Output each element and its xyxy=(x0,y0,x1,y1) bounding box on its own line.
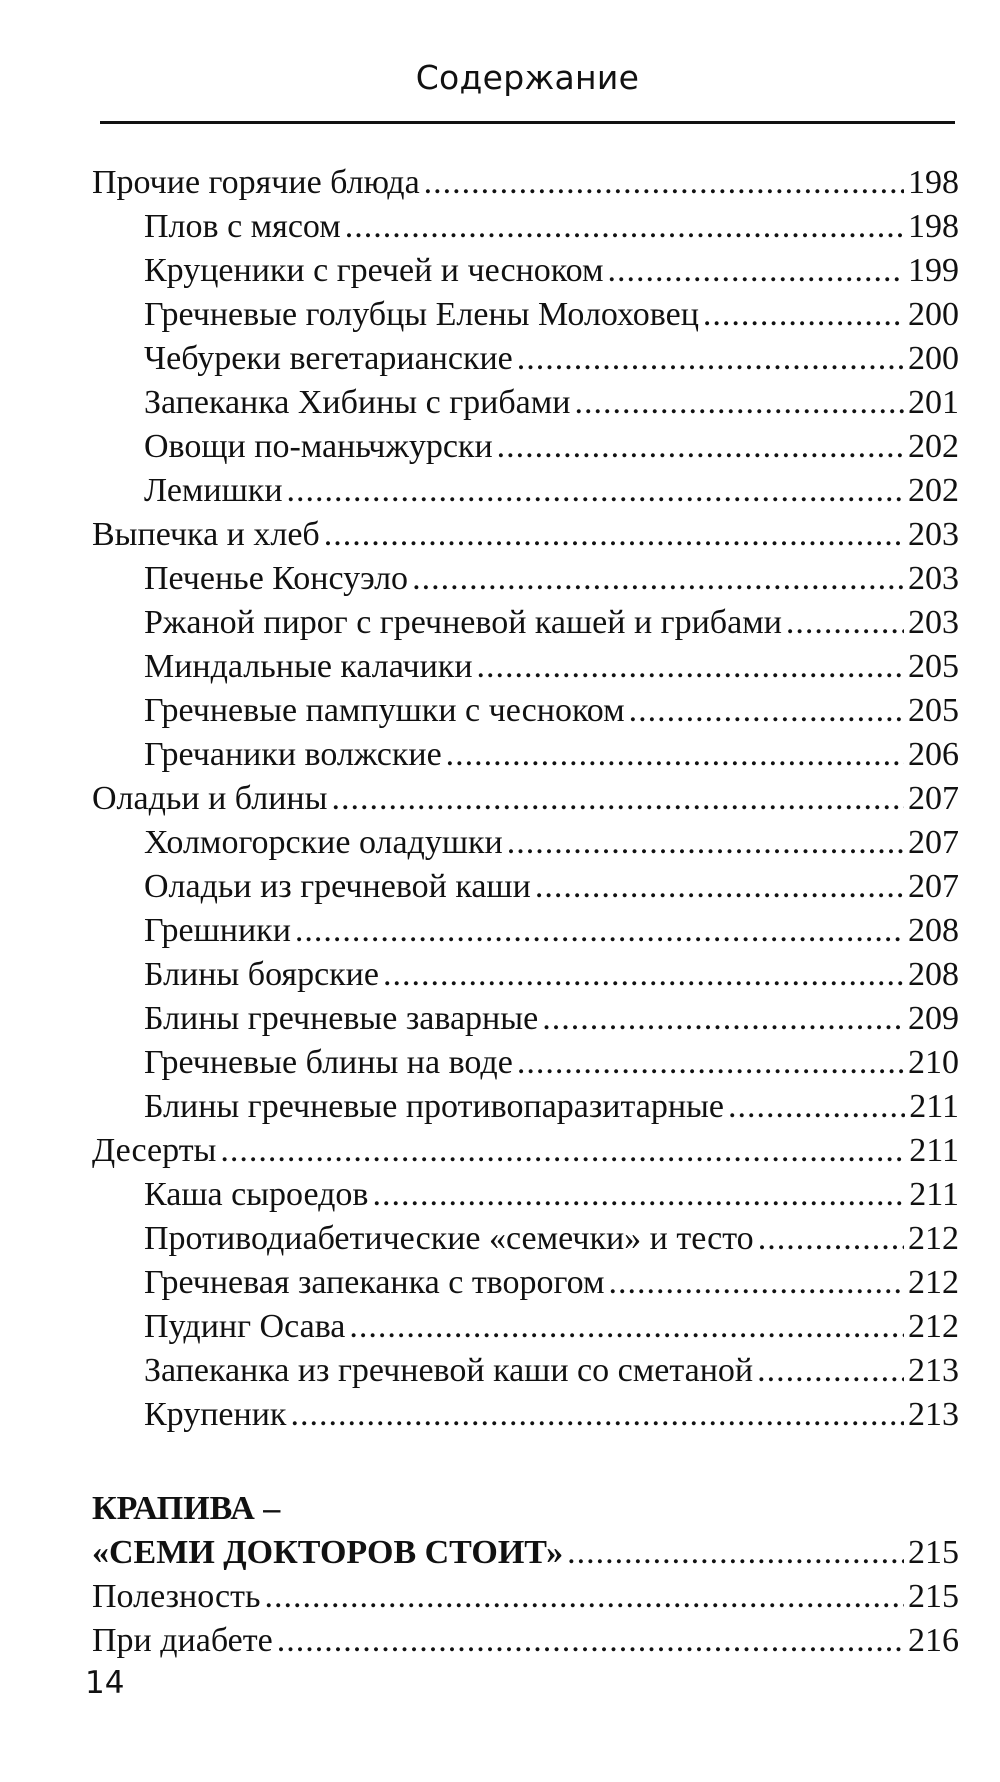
dot-leader xyxy=(517,337,904,381)
toc-entry-title: Лемишки xyxy=(144,472,283,509)
toc-entry-page: 199 xyxy=(908,252,959,289)
toc-entry-title: Миндальные калачики xyxy=(144,648,473,685)
toc-entry-page: 203 xyxy=(908,560,959,597)
chapter-page-number: 215 xyxy=(908,1534,959,1571)
toc-entry-title: Десерты xyxy=(92,1132,217,1169)
dot-leader xyxy=(349,1305,904,1349)
toc-entry-page: 211 xyxy=(909,1088,959,1125)
toc-entry-title: При диабете xyxy=(92,1622,273,1659)
toc-entry-page: 206 xyxy=(908,736,959,773)
toc-entry[interactable] xyxy=(92,425,959,469)
toc-entry[interactable] xyxy=(92,821,959,865)
toc-entry[interactable] xyxy=(92,733,959,777)
toc-entry-page: 205 xyxy=(908,648,959,685)
dot-leader xyxy=(383,953,904,997)
toc-entry-page: 212 xyxy=(908,1308,959,1345)
toc-entry-title: Чебуреки вегетарианские xyxy=(144,340,513,377)
dot-leader xyxy=(728,1085,905,1129)
toc-entry-title: Запеканка из гречневой каши со сметаной xyxy=(144,1352,754,1389)
toc-entry-title: Выпечка и хлеб xyxy=(92,516,320,553)
toc-entry-page: 200 xyxy=(908,340,959,377)
toc-entry[interactable] xyxy=(92,1575,959,1619)
toc-entry-page: 216 xyxy=(908,1622,959,1659)
dot-leader xyxy=(220,1129,905,1173)
toc-entry-title: Прочие горячие блюда xyxy=(92,164,420,201)
toc-entry-page: 198 xyxy=(908,208,959,245)
table-of-contents xyxy=(92,161,959,1663)
toc-entry-title: Крупеник xyxy=(144,1396,287,1433)
page-number: 14 xyxy=(85,1665,125,1701)
toc-entry[interactable] xyxy=(92,1305,959,1349)
chapter-title-line1: КРАПИВА – xyxy=(92,1490,281,1527)
dot-leader xyxy=(574,381,904,425)
toc-entry-page: 213 xyxy=(908,1352,959,1389)
toc-list xyxy=(92,161,959,1437)
toc-entry-title: Гречневые пампушки с чесноком xyxy=(144,692,625,729)
toc-entry-title: Гречневая запеканка с творогом xyxy=(144,1264,605,1301)
toc-entry[interactable] xyxy=(92,1261,959,1305)
toc-entry[interactable] xyxy=(92,865,959,909)
toc-entry-title: Пудинг Осава xyxy=(144,1308,346,1345)
toc-entry[interactable] xyxy=(92,205,959,249)
toc-entry[interactable] xyxy=(92,953,959,997)
toc-entry-page: 211 xyxy=(909,1176,959,1213)
toc-entry[interactable] xyxy=(92,1217,959,1261)
toc-entry-page: 207 xyxy=(908,780,959,817)
toc-entry[interactable] xyxy=(92,909,959,953)
toc-entry-page: 200 xyxy=(908,296,959,333)
dot-leader xyxy=(265,1575,904,1619)
toc-entry-title: Полезность xyxy=(92,1578,261,1615)
toc-entry-title: Каша сыроедов xyxy=(144,1176,369,1213)
section-gap xyxy=(92,1437,959,1487)
dot-leader xyxy=(331,777,904,821)
toc-entry-page: 213 xyxy=(908,1396,959,1433)
toc-entry-page: 212 xyxy=(908,1264,959,1301)
toc-entry-title: Гречневые блины на воде xyxy=(144,1044,513,1081)
toc-entry-page: 210 xyxy=(908,1044,959,1081)
running-head: Содержание xyxy=(415,58,640,97)
header-rule xyxy=(100,121,955,124)
dot-leader xyxy=(372,1173,905,1217)
dot-leader xyxy=(345,205,904,249)
toc-entry-title: Грешники xyxy=(144,912,291,949)
dot-leader xyxy=(446,733,904,777)
toc-entry[interactable] xyxy=(92,601,959,645)
toc-entry[interactable] xyxy=(92,997,959,1041)
toc-entry-page: 208 xyxy=(908,912,959,949)
toc-entry-page: 201 xyxy=(908,384,959,421)
dot-leader xyxy=(757,1349,904,1393)
toc-entry-page: 208 xyxy=(908,956,959,993)
toc-entry[interactable] xyxy=(92,1041,959,1085)
toc-entry[interactable] xyxy=(92,1619,959,1663)
dot-leader xyxy=(507,821,904,865)
toc-entry[interactable] xyxy=(92,381,959,425)
dot-leader xyxy=(412,557,904,601)
toc-entry-title: Холмогорские оладушки xyxy=(144,824,503,861)
dot-leader xyxy=(608,1261,904,1305)
toc-entry-page: 207 xyxy=(908,824,959,861)
toc-entry-page: 211 xyxy=(909,1132,959,1169)
toc-entry-title: Блины боярские xyxy=(144,956,379,993)
toc-entry-title: Оладьи и блины xyxy=(92,780,328,817)
dot-leader xyxy=(535,865,904,909)
toc-entry-title: Запеканка Хибины с грибами xyxy=(144,384,571,421)
toc-entry-title: Овощи по-маньчжурски xyxy=(144,428,493,465)
toc-entry-page: 215 xyxy=(908,1578,959,1615)
dot-leader xyxy=(424,161,904,205)
dot-leader xyxy=(758,1217,904,1261)
toc-entry[interactable] xyxy=(92,1393,959,1437)
dot-leader xyxy=(324,513,904,557)
toc-entry[interactable] xyxy=(92,337,959,381)
dot-leader xyxy=(287,469,904,513)
dot-leader xyxy=(567,1531,904,1575)
toc-section-entry[interactable] xyxy=(92,1129,959,1173)
toc-entry-page: 205 xyxy=(908,692,959,729)
chapter-title-line2: «СЕМИ ДОКТОРОВ СТОИТ» xyxy=(92,1534,564,1571)
toc-entry[interactable] xyxy=(92,1085,959,1129)
toc-entry[interactable] xyxy=(92,557,959,601)
toc-entry-page: 202 xyxy=(908,472,959,509)
toc-entry[interactable] xyxy=(92,689,959,733)
toc-entry-title: Ржаной пирог с гречневой кашей и грибами xyxy=(144,604,782,641)
toc-entry[interactable] xyxy=(92,293,959,337)
dot-leader xyxy=(290,1393,904,1437)
dot-leader xyxy=(703,293,904,337)
dot-leader xyxy=(517,1041,904,1085)
toc-entry-title: Круценики с гречей и чесноком xyxy=(144,252,604,289)
toc-entry-page: 212 xyxy=(908,1220,959,1257)
toc-entry-page: 209 xyxy=(908,1000,959,1037)
toc-section-entry[interactable] xyxy=(92,513,959,557)
toc-entry-page: 203 xyxy=(908,604,959,641)
toc-entry[interactable] xyxy=(92,469,959,513)
toc-entry-title: Противодиабетические «семечки» и тесто xyxy=(144,1220,754,1257)
toc-entry[interactable] xyxy=(92,645,959,689)
toc-entry-title: Плов с мясом xyxy=(144,208,341,245)
dot-leader xyxy=(277,1619,904,1663)
toc-entry[interactable] xyxy=(92,1173,959,1217)
toc-entry-title: Блины гречневые заварные xyxy=(144,1000,539,1037)
toc-entry-page: 198 xyxy=(908,164,959,201)
toc-section-entry[interactable] xyxy=(92,777,959,821)
dot-leader xyxy=(497,425,904,469)
toc-entry-page: 202 xyxy=(908,428,959,465)
toc-entry-title: Блины гречневые противопаразитарные xyxy=(144,1088,724,1125)
toc-entry-page: 207 xyxy=(908,868,959,905)
toc-entry-title: Гречневые голубцы Елены Молоховец xyxy=(144,296,699,333)
dot-leader xyxy=(607,249,904,293)
dot-leader xyxy=(786,601,904,645)
toc-entry[interactable] xyxy=(92,1349,959,1393)
dot-leader xyxy=(629,689,904,733)
toc-entry-title: Гречаники волжские xyxy=(144,736,442,773)
dot-leader xyxy=(542,997,904,1041)
dot-leader xyxy=(295,909,904,953)
toc-entry-title: Печенье Консуэло xyxy=(144,560,409,597)
chapter-title-entry[interactable] xyxy=(92,1531,959,1575)
toc-entry[interactable] xyxy=(92,249,959,293)
toc-section-entry[interactable] xyxy=(92,161,959,205)
toc-entry-title: Оладьи из гречневой каши xyxy=(144,868,531,905)
dot-leader xyxy=(477,645,904,689)
toc-entry-page: 203 xyxy=(908,516,959,553)
